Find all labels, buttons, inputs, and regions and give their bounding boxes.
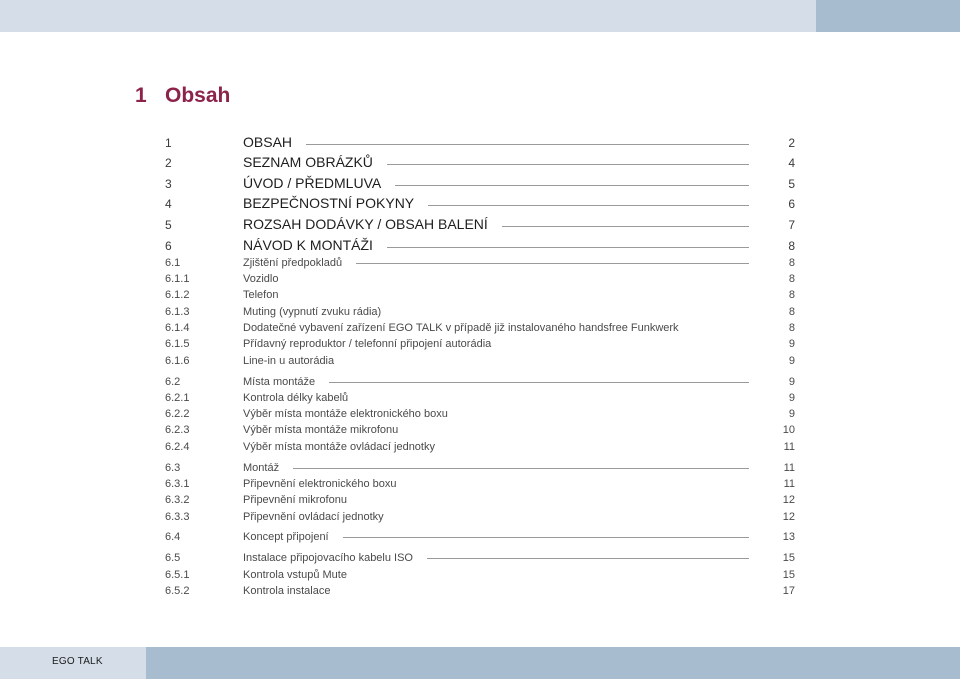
toc-entry-label[interactable]: Výběr místa montáže ovládací jednotky (243, 440, 435, 453)
toc-entry-page-number: 11 (783, 461, 795, 474)
toc-entry-page-number: 9 (788, 338, 795, 351)
toc-leader-line (343, 537, 749, 538)
toc-entry-page-number: 2 (788, 135, 795, 150)
toc-entry[interactable] (165, 318, 795, 334)
toc-entry-label[interactable]: Výběr místa montáže mikrofonu (243, 424, 399, 437)
toc-entry-number: 6.1.2 (165, 289, 190, 302)
toc-leader-line (387, 247, 749, 248)
toc-leader-line (356, 263, 749, 264)
toc-entry[interactable] (165, 388, 795, 404)
toc-entry-label[interactable]: Telefon (243, 289, 279, 302)
toc-entry[interactable] (165, 457, 795, 473)
toc-entry-number: 2 (165, 156, 172, 171)
toc-entry[interactable] (165, 371, 795, 387)
toc-entry[interactable] (165, 436, 795, 452)
toc-entry-number: 6.5.1 (165, 568, 190, 581)
toc-entry-label[interactable]: BEZPEČNOSTNÍ POKYNY (243, 195, 415, 212)
toc-entry[interactable] (165, 350, 795, 366)
toc-leader-line (306, 144, 749, 145)
toc-entry-label[interactable]: OBSAH (243, 133, 293, 150)
toc-entry-number: 6.1.4 (165, 322, 190, 335)
toc-entry-page-number: 8 (788, 238, 795, 253)
toc-entry[interactable] (165, 211, 795, 232)
toc-entry-label[interactable]: Přídavný reproduktor / telefonní připojení autorádia (243, 338, 492, 351)
toc-entry[interactable] (165, 191, 795, 212)
toc-entry-label[interactable]: Připevnění ovládací jednotky (243, 510, 384, 523)
toc-entry-page-number: 12 (782, 494, 795, 507)
toc-entry-number: 6.2.1 (165, 391, 190, 404)
toc-entry-page-number: 15 (782, 552, 795, 565)
toc-entry-number: 6.1.6 (165, 354, 190, 367)
toc-entry[interactable] (165, 490, 795, 506)
toc-entry-number: 5 (165, 217, 172, 232)
toc-entry-page-number: 15 (782, 568, 795, 581)
toc-entry-number: 6.2 (165, 375, 181, 388)
page-title-number: 1 (135, 84, 147, 107)
toc-entry-number: 1 (165, 135, 172, 150)
toc-entry-number: 6.3.2 (165, 494, 190, 507)
toc-entry-number: 6 (165, 238, 172, 253)
toc-entry-label[interactable]: Kontrola instalace (243, 584, 331, 597)
toc-entry-number: 6.5 (165, 552, 181, 565)
toc-leader-line (502, 226, 749, 227)
toc-entry-page-number: 8 (788, 305, 795, 318)
toc-entry-number: 6.3 (165, 461, 181, 474)
toc-entry-page-number: 8 (788, 273, 795, 286)
toc-entry-number: 6.1.5 (165, 338, 190, 351)
toc-entry[interactable] (165, 253, 795, 269)
toc-entry[interactable] (165, 269, 795, 285)
toc-entry-label[interactable]: ÚVOD / PŘEDMLUVA (243, 174, 382, 191)
toc-entry-page-number: 9 (788, 354, 795, 367)
toc-entry-page-number: 12 (782, 510, 795, 523)
toc-entry-label[interactable]: Zjištění předpokladů (243, 256, 343, 269)
toc-entry[interactable] (165, 129, 795, 150)
toc-entry-label[interactable]: NÁVOD K MONTÁŽI (243, 236, 373, 253)
toc-leader-line (329, 382, 749, 383)
toc-entry-page-number: 11 (783, 477, 795, 490)
toc-entry-page-number: 9 (788, 375, 795, 388)
toc-entry[interactable] (165, 420, 795, 436)
toc-entry-label[interactable]: Kontrola délky kabelů (243, 391, 349, 404)
toc-entry-page-number: 5 (788, 176, 795, 191)
toc-entry-page-number: 9 (788, 391, 795, 404)
toc-entry[interactable] (165, 506, 795, 522)
toc-entry-label[interactable]: Kontrola vstupů Mute (243, 568, 347, 581)
toc-entry-label[interactable]: SEZNAM OBRÁZKŮ (243, 154, 373, 171)
toc-entry-label[interactable]: ROZSAH DODÁVKY / OBSAH BALENÍ (243, 215, 488, 232)
toc-entry-label[interactable]: Line-in u autorádia (243, 354, 335, 367)
toc-entry-label[interactable]: Připevnění elektronického boxu (243, 477, 397, 490)
toc-entry-label[interactable]: Instalace připojovacího kabelu ISO (243, 552, 413, 565)
toc-leader-line (427, 558, 749, 559)
toc-entry-label[interactable]: Vozidlo (243, 273, 279, 286)
toc-leader-line (387, 164, 749, 165)
toc-entry[interactable] (165, 150, 795, 171)
toc-entry-number: 6.3.3 (165, 510, 190, 523)
toc-entry-number: 6.3.1 (165, 477, 190, 490)
toc-entry-number: 6.1 (165, 256, 181, 269)
toc-entry-page-number: 7 (788, 217, 795, 232)
toc-entry-page-number: 13 (782, 531, 795, 544)
table-of-contents (165, 129, 795, 597)
page-title-text: Obsah (165, 84, 231, 107)
toc-entry[interactable] (165, 301, 795, 317)
footer-brand: EGO TALK (52, 656, 103, 667)
toc-entry-page-number: 4 (788, 156, 795, 171)
toc-entry-number: 6.1.3 (165, 305, 190, 318)
toc-entry-page-number: 11 (783, 440, 795, 453)
toc-entry-page-number: 8 (788, 256, 795, 269)
toc-entry[interactable] (165, 170, 795, 191)
toc-entry[interactable] (165, 285, 795, 301)
toc-entry-number: 6.5.2 (165, 584, 190, 597)
toc-entry-label[interactable]: Připevnění mikrofonu (243, 494, 347, 507)
toc-entry[interactable] (165, 564, 795, 580)
toc-entry-page-number: 6 (788, 197, 795, 212)
toc-entry[interactable] (165, 527, 795, 543)
toc-entry[interactable] (165, 548, 795, 564)
toc-leader-line (293, 468, 749, 469)
toc-entry-page-number: 8 (788, 289, 795, 302)
toc-leader-line (428, 205, 749, 206)
toc-entry-number: 3 (165, 176, 172, 191)
toc-entry-number: 4 (165, 197, 172, 212)
toc-entry-page-number: 8 (788, 322, 795, 335)
toc-entry-number: 6.2.3 (165, 424, 190, 437)
toc-entry[interactable] (165, 334, 795, 350)
toc-entry-page-number: 9 (788, 408, 795, 421)
toc-entry[interactable] (165, 404, 795, 420)
page-title (135, 84, 230, 108)
toc-leader-line (395, 185, 749, 186)
toc-entry-label[interactable]: Výběr místa montáže elektronického boxu (243, 408, 448, 421)
toc-entry-number: 6.2.4 (165, 440, 190, 453)
toc-entry[interactable] (165, 581, 795, 597)
toc-entry-label[interactable]: Místa montáže (243, 375, 316, 388)
toc-entry-label[interactable]: Dodatečné vybavení zařízení EGO TALK v případě již instalovaného handsfree Funkwerk (243, 322, 679, 335)
toc-entry-label[interactable]: Koncept připojení (243, 531, 329, 544)
toc-entry[interactable] (165, 232, 795, 253)
toc-entry[interactable] (165, 474, 795, 490)
toc-entry-label[interactable]: Montáž (243, 461, 280, 474)
toc-entry-number: 6.2.2 (165, 408, 190, 421)
toc-entry-page-number: 10 (782, 424, 795, 437)
toc-entry-number: 6.1.1 (165, 273, 190, 286)
header-accent-block (816, 0, 960, 32)
toc-entry-label[interactable]: Muting (vypnutí zvuku rádia) (243, 305, 382, 318)
toc-entry-number: 6.4 (165, 531, 181, 544)
toc-entry-page-number: 17 (782, 584, 795, 597)
